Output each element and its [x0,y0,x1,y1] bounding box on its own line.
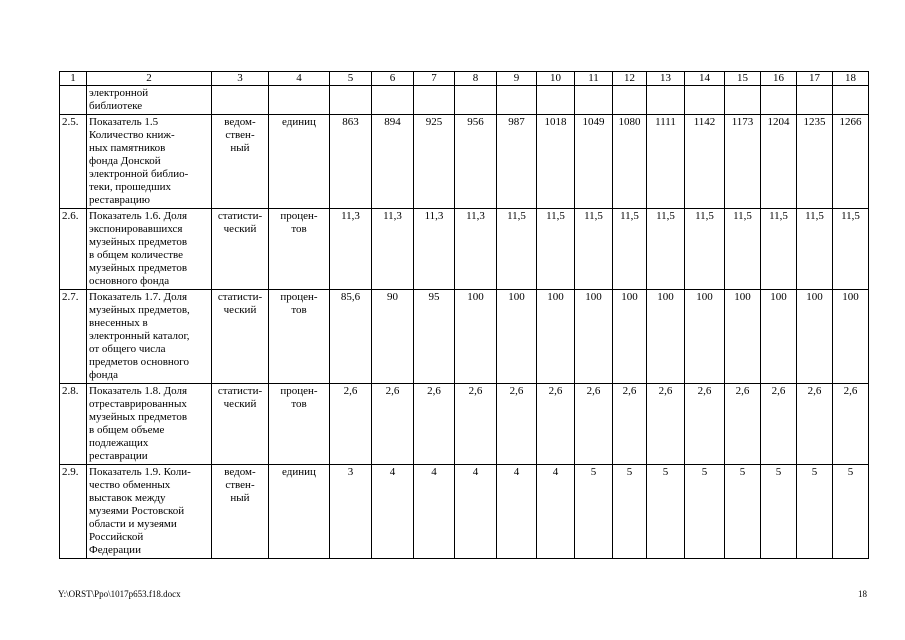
value-cell: 1142 [685,115,725,209]
value-cell [833,86,869,115]
value-cell: 2,6 [725,384,761,465]
value-cell: 85,6 [330,290,372,384]
value-cell: 4 [372,465,414,559]
table-row [60,384,869,465]
value-cell: 100 [833,290,869,384]
value-cell: 2,6 [537,384,575,465]
indicator-name-cell: электронной библиотеке [87,86,212,115]
value-cell [414,86,455,115]
value-cell: 100 [685,290,725,384]
indicator-name-cell: Показатель 1.6. Доля экспонировавшихся музейных предметов в общем количестве музейных предметов основного фонда [87,209,212,290]
indicator-type-cell: статисти- ческий [212,209,269,290]
value-cell [647,86,685,115]
page-number: 18 [858,589,867,599]
value-cell: 1173 [725,115,761,209]
value-cell: 2,6 [497,384,537,465]
value-cell: 1266 [833,115,869,209]
value-cell: 11,5 [725,209,761,290]
value-cell: 1111 [647,115,685,209]
column-number-13: 13 [647,72,685,86]
row-number-cell: 2.5. [60,115,87,209]
value-cell: 3 [330,465,372,559]
indicator-type-cell: статисти- ческий [212,384,269,465]
value-cell: 2,6 [833,384,869,465]
value-cell: 5 [613,465,647,559]
value-cell: 1080 [613,115,647,209]
value-cell: 2,6 [761,384,797,465]
value-cell: 11,3 [414,209,455,290]
value-cell: 11,3 [330,209,372,290]
value-cell: 4 [414,465,455,559]
column-number-18: 18 [833,72,869,86]
value-cell: 100 [725,290,761,384]
value-cell: 11,5 [613,209,647,290]
indicator-type-cell [212,86,269,115]
value-cell: 2,6 [685,384,725,465]
column-number-12: 12 [613,72,647,86]
value-cell: 2,6 [613,384,647,465]
indicator-type-cell: ведом- ствен- ный [212,115,269,209]
value-cell: 11,5 [647,209,685,290]
row-number-cell [60,86,87,115]
value-cell: 894 [372,115,414,209]
indicator-type-cell: ведом- ствен- ный [212,465,269,559]
footer-file-path: Y:\ORST\Ppo\1017p653.f18.docx [58,589,181,599]
value-cell [797,86,833,115]
table-row [60,209,869,290]
value-cell: 11,3 [455,209,497,290]
value-cell: 5 [725,465,761,559]
value-cell: 5 [833,465,869,559]
column-number-2: 2 [87,72,212,86]
value-cell: 11,5 [685,209,725,290]
indicator-name-cell: Показатель 1.9. Коли- чество обменных выставок между музеями Ростовской области и музеями Российской Федерации [87,465,212,559]
column-number-1: 1 [60,72,87,86]
value-cell: 11,5 [833,209,869,290]
indicator-type-cell: статисти- ческий [212,290,269,384]
value-cell: 1235 [797,115,833,209]
value-cell: 11,5 [537,209,575,290]
value-cell: 100 [497,290,537,384]
column-number-row [60,72,869,86]
value-cell [537,86,575,115]
value-cell [613,86,647,115]
value-cell [330,86,372,115]
value-cell: 925 [414,115,455,209]
column-number-3: 3 [212,72,269,86]
column-number-4: 4 [269,72,330,86]
value-cell: 863 [330,115,372,209]
value-cell: 5 [575,465,613,559]
indicator-name-cell: Показатель 1.5 Количество книж- ных памятников фонда Донской электронной библио- теки, прошедших реставрацию [87,115,212,209]
value-cell [725,86,761,115]
value-cell: 11,5 [497,209,537,290]
value-cell: 100 [613,290,647,384]
value-cell: 4 [455,465,497,559]
value-cell: 90 [372,290,414,384]
column-number-7: 7 [414,72,455,86]
value-cell: 1018 [537,115,575,209]
column-number-14: 14 [685,72,725,86]
table-row [60,86,869,115]
unit-cell: единиц [269,465,330,559]
column-number-10: 10 [537,72,575,86]
value-cell: 4 [497,465,537,559]
row-number-cell: 2.8. [60,384,87,465]
indicators-table [59,71,869,559]
value-cell: 956 [455,115,497,209]
value-cell: 5 [685,465,725,559]
value-cell: 5 [647,465,685,559]
row-number-cell: 2.9. [60,465,87,559]
value-cell: 100 [647,290,685,384]
unit-cell: процен- тов [269,384,330,465]
column-number-5: 5 [330,72,372,86]
value-cell: 2,6 [575,384,613,465]
value-cell: 11,5 [761,209,797,290]
value-cell: 100 [455,290,497,384]
table-row [60,115,869,209]
value-cell: 100 [537,290,575,384]
unit-cell: процен- тов [269,290,330,384]
table-row [60,465,869,559]
unit-cell: процен- тов [269,209,330,290]
column-number-9: 9 [497,72,537,86]
column-number-11: 11 [575,72,613,86]
column-number-16: 16 [761,72,797,86]
value-cell: 100 [575,290,613,384]
value-cell: 2,6 [372,384,414,465]
column-number-17: 17 [797,72,833,86]
column-number-6: 6 [372,72,414,86]
value-cell [575,86,613,115]
value-cell: 5 [761,465,797,559]
value-cell: 11,5 [797,209,833,290]
value-cell: 4 [537,465,575,559]
column-number-15: 15 [725,72,761,86]
value-cell: 11,5 [575,209,613,290]
value-cell: 100 [797,290,833,384]
table-row [60,290,869,384]
row-number-cell: 2.6. [60,209,87,290]
value-cell [685,86,725,115]
indicator-name-cell: Показатель 1.8. Доля отреставрированных музейных предметов в общем объеме подлежащих реставрации [87,384,212,465]
value-cell [455,86,497,115]
value-cell: 987 [497,115,537,209]
row-number-cell: 2.7. [60,290,87,384]
value-cell: 100 [761,290,797,384]
value-cell [497,86,537,115]
unit-cell [269,86,330,115]
value-cell: 2,6 [797,384,833,465]
value-cell: 2,6 [414,384,455,465]
value-cell: 2,6 [455,384,497,465]
indicator-name-cell: Показатель 1.7. Доля музейных предметов, внесенных в электронный каталог, от общего числа предметов основного фонда [87,290,212,384]
value-cell: 11,3 [372,209,414,290]
value-cell: 2,6 [647,384,685,465]
value-cell [372,86,414,115]
value-cell: 2,6 [330,384,372,465]
value-cell: 5 [797,465,833,559]
value-cell [761,86,797,115]
unit-cell: единиц [269,115,330,209]
value-cell: 95 [414,290,455,384]
value-cell: 1049 [575,115,613,209]
column-number-8: 8 [455,72,497,86]
value-cell: 1204 [761,115,797,209]
